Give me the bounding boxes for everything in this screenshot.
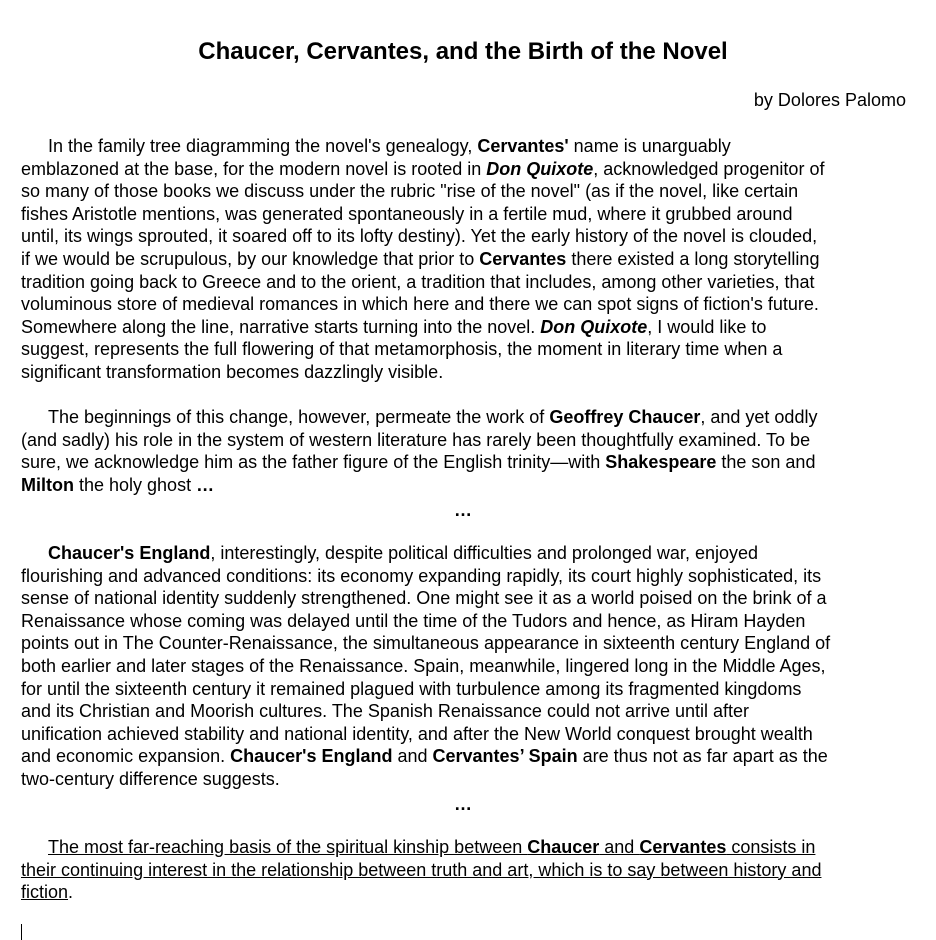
text-line: flourishing and advanced conditions: its economy expanding rapidly, its court highly sophisticated, its (21, 565, 822, 586)
author-byline: by Dolores Palomo (753, 90, 906, 110)
text-run: sure, we acknowledge him as the father figure of the English trinity—with (21, 452, 606, 473)
name-cervantes: Cervantes (479, 248, 567, 269)
text-line: two-century difference suggests. (21, 768, 280, 789)
inline-ellipsis: … (196, 474, 215, 495)
text-line: and its Christian and Moorish cultures. The Spanish Renaissance could not arrive until after (21, 701, 750, 722)
name-chaucers-england: Chaucer's England (48, 543, 211, 563)
text-run: if we would be scrupulous, by our knowledge that prior to (21, 248, 480, 269)
paragraph-3[interactable] (21, 542, 911, 791)
text-run: the holy ghost (73, 474, 197, 495)
text-line: tradition going back to Greece and to the orient, a tradition that includes, among other varieties, that (21, 271, 815, 292)
text-run: Somewhere along the line, narrative starts turning into the novel. (21, 316, 541, 337)
text-run: , acknowledged progenitor of (593, 158, 825, 179)
text-run: there existed a long storytelling (566, 248, 820, 269)
paragraph-2[interactable] (21, 406, 911, 496)
name-cervantes: Cervantes (639, 837, 727, 857)
section-break-ellipsis: … (454, 500, 472, 520)
text-line: (and sadly) his role in the system of western literature has rarely been thoughtfully examined. To be (21, 429, 811, 450)
text-run: the son and (716, 452, 816, 473)
name-shakespeare: Shakespeare (605, 452, 717, 473)
text-line: unification achieved stability and national identity, and after the New World conquest brought wealth (21, 723, 813, 744)
text-run: emblazoned at the base, for the modern novel is rooted in (21, 158, 487, 179)
text-line: until, its wings sprouted, it soared off to its lofty destiny). Yet the early history of the novel is clouded, (21, 226, 818, 247)
text-run: In the family tree diagramming the novel's genealogy, (48, 136, 478, 156)
text-line: voluminous store of medieval romances in which here and there we can spot signs of fiction's future. (21, 294, 819, 315)
text-run: , interestingly, despite political difficulties and prolonged war, enjoyed (210, 543, 758, 563)
text-run: name is unarguably (568, 136, 731, 156)
title-don-quixote: Don Quixote (486, 158, 594, 179)
title-don-quixote: Don Quixote (540, 316, 648, 337)
name-milton: Milton (21, 474, 74, 495)
text-line: for until the sixteenth century it remained plagued with turbulence among its fragmented kingdoms (21, 678, 802, 699)
text-run: , I would like to (647, 316, 767, 337)
text-run: are thus not as far apart as the (577, 746, 828, 767)
text-run: fiction (21, 882, 69, 903)
name-cervantes-spain: Cervantes’ Spain (432, 746, 578, 767)
text-line: significant transformation becomes dazzlingly visible. (21, 361, 444, 382)
section-break-ellipsis: … (454, 794, 472, 814)
text-line: suggest, represents the full flowering of that metamorphosis, the moment in literary time when a (21, 339, 783, 360)
text-line: points out in The Counter-Renaissance, the simultaneous appearance in sixteenth century England of (21, 633, 831, 654)
document-title: Chaucer, Cervantes, and the Birth of the Novel (198, 38, 728, 65)
text-run: and (599, 837, 640, 857)
paragraph-1[interactable] (21, 135, 911, 384)
text-cursor (21, 924, 22, 940)
name-chaucer: Chaucer (527, 837, 600, 857)
paragraph-4[interactable] (21, 836, 911, 904)
text-line: their continuing interest in the relationship between truth and art, which is to say between history and (21, 859, 822, 880)
text-run: and (392, 746, 433, 767)
text-line: Renaissance whose coming was delayed until the time of the Tudors and hence, as Hiram Hayden (21, 610, 806, 631)
text-run: . (68, 882, 74, 903)
text-line: sense of national identity suddenly strengthened. One might see it as a world poised on the brink of a (21, 588, 827, 609)
text-run: consists in (726, 837, 816, 857)
name-cervantes: Cervantes' (477, 136, 569, 156)
text-line: fishes Aristotle mentions, was generated spontaneously in a fertile mud, where it grubbed around (21, 203, 793, 224)
text-line: both earlier and later stages of the Renaissance. Spain, meanwhile, lingered long in the Middle Ages, (21, 655, 826, 676)
name-geoffrey-chaucer: Geoffrey Chaucer (549, 407, 701, 427)
text-run: , and yet oddly (700, 407, 818, 427)
text-line: so many of those books we discuss under the rubric "rise of the novel" (as if the novel, like certain (21, 181, 799, 202)
name-chaucers-england: Chaucer's England (230, 746, 393, 767)
text-run: The most far-reaching basis of the spiritual kinship between (48, 837, 528, 857)
text-run: and economic expansion. (21, 746, 231, 767)
text-run: The beginnings of this change, however, permeate the work of (48, 407, 550, 427)
